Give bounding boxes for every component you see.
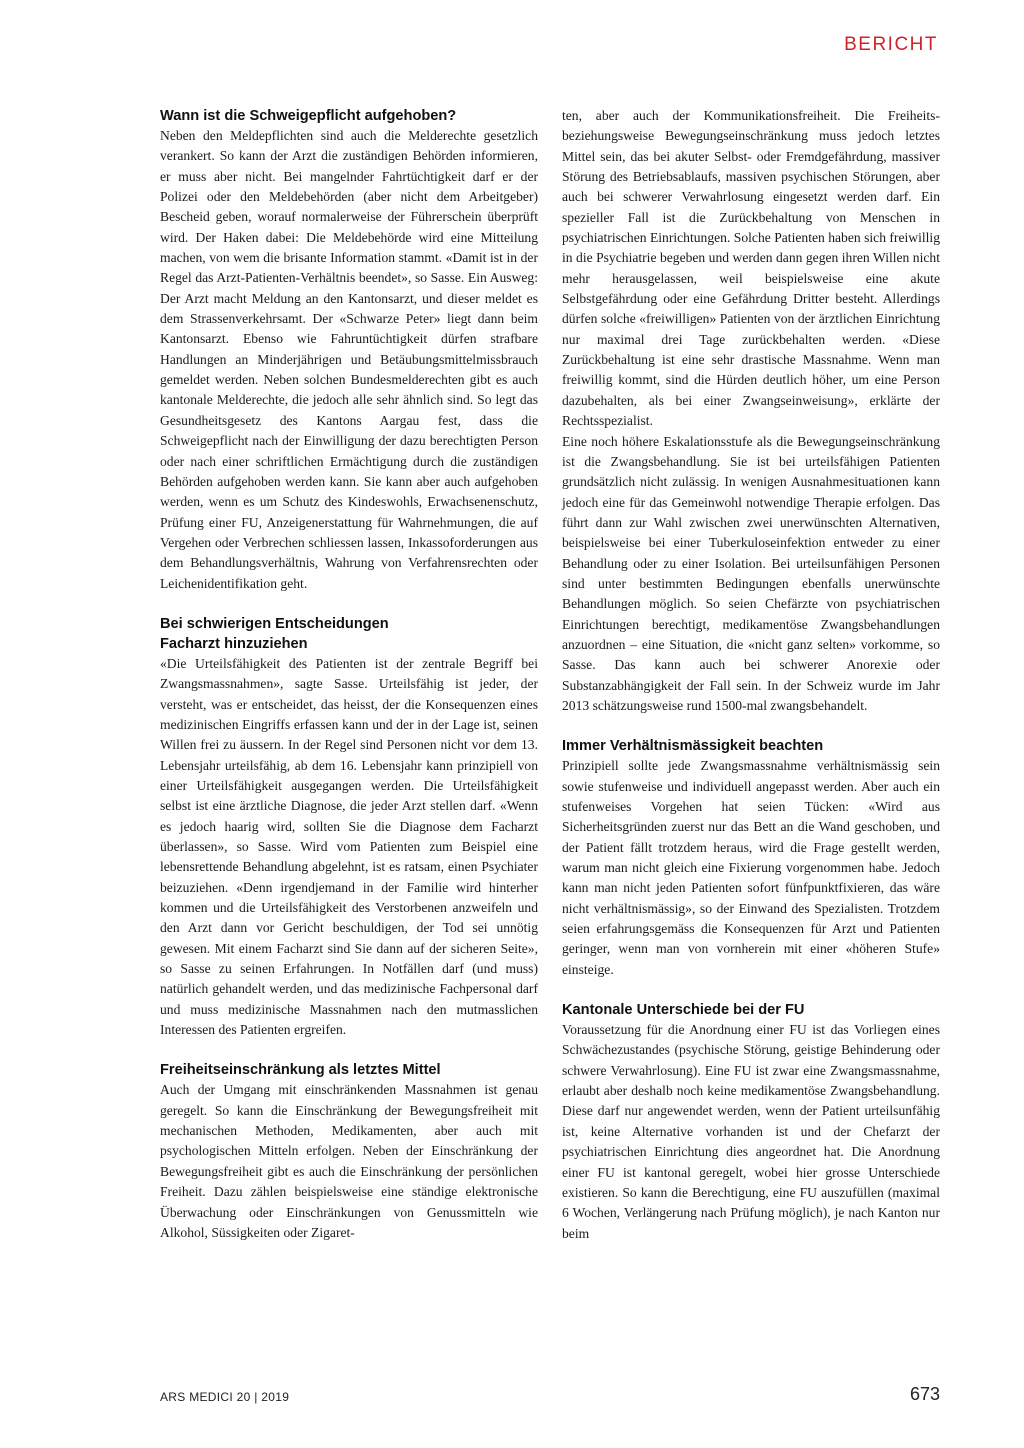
- paragraph: Prinzipiell sollte jede Zwangsmassnahme verhältnismässig sein sowie stufenweise und individuell angepasst werden. Aber auch ein stufenweises Vorgehen hat seien Tücken: «Wird aus Sicherheitsgründen zuerst nur das Bett an die Wand geschoben, und der Patient fällt trotzdem heraus, wird die Frage gestellt werden, warum man nicht gleich eine Fixierung vorgenommen habe. Jedoch kann man nicht jeden Patienten sofort fünfpunktfixieren, das wäre nicht verhältnismässig», so der Einwand des Spezialisten. Trotzdem seien erfahrungsgemäss die Konsequenzen für Arzt und Patienten geringer, wenn man von vornherein mit einer «höheren Stufe» einsteige.: [562, 758, 940, 977]
- heading-line: Bei schwierigen Entscheidungen: [160, 615, 389, 632]
- paragraph: «Die Urteilsfähigkeit des Patienten ist der zentrale Begriff bei Zwangsmassnahmen», sagte Sasse. Urteilsfähig ist jeder, der versteht, was er entscheidet, das heisst, der die Konsequenzen eines medizinischen Eingriffs erfassen kann und der in der Lage ist, seinen Willen frei zu äussern. In der Regel sind Personen nicht vor dem 13. Lebensjahr urteilsfähig, ab dem 16. Lebensjahr kann prinzipiell von einer Urteilsfähigkeit ausgegangen werden. Die Urteilsfähigkeit selbst ist eine ärztliche Diagnose, die jeder Arzt stellen darf. «Wenn es jedoch haarig wird, sollten Sie die Diagnose dem Facharzt überlassen», so Sasse. Wird vom Patienten zum Beispiel eine lebensrettende Behandlung abgelehnt, ist es ratsam, einen Psychiater beizuziehen. «Denn irgendjemand in der Familie wird hinterher kommen und die Urteilsfähigkeit des Verstorbenen anzweifeln und den Arzt dann vor Gericht beschuldigen, der Tod sei unnötig gewesen. Mit einem Facharzt sind Sie dann auf der sicheren Seite», so Sasse zu seinen Erfahrungen. In Notfällen darf (und muss) natürlich gehandelt werden, und das medizinische Fachpersonal darf und muss medizinische Massnahmen nach den mutmasslichen Interessen des Patienten ergreifen.: [160, 655, 538, 1038]
- journal-footer: ARS MEDICI 20 | 2019: [160, 1390, 290, 1404]
- paragraph: Neben den Meldepflichten sind auch die Melderechte gesetzlich verankert. So kann der Arzt die zuständigen Behörden informieren, er muss aber nicht. Bei mangelnder Fahrtüchtigkeit darf er der Polizei oder den Meldebehörden (aber nicht dem Arbeitgeber) Bescheid geben, worauf normalerweise der Führerschein überprüft wird. Der Haken dabei: Die Meldebehörde wird eine Mitteilung machen, von wem die brisante Information stammt. «Damit ist in der Regel das Arzt-Patienten-Verhältnis beendet», so Sasse. Ein Ausweg: Der Arzt macht Meldung an den Kantonsarzt, und dieser meldet es dem Strassenverkehrsamt. Der «Schwarze Peter» liegt dann beim Kantonsarzt. Ebenso wie Fahruntüchtigkeit dürfen strafbare Handlungen an Minderjährigen und Betäubungsmittelmissbrauch gemeldet werden. Neben solchen Bundesmelderechten gibt es auch kantonale Melderechte, die jedoch alle sehr ähnlich sind. So legt das Gesundheitsgesetz des Kantons Aargau fest, dass die Schweigepflicht nach der Einwilligung der dazu berechtigten Person oder nach einer schriftlichen Ermächtigung durch die zuständigen Behörden aufgehoben werden kann. Sie kann aber auch aufgehoben werden, wenn es um Schutz des Kindeswohls, Erwachsenenschutz, Prüfung einer FU, Anzeigenerstattung für Wahrnehmungen, die auf Vergehen oder Verbrechen schliessen lassen, Inkassoforderungen aus dem Behandlungsverhältnis, Wahrung von Verfahrensrechten oder Leichenidentifikation geht.: [160, 128, 538, 591]
- paragraph: Eine noch höhere Eskalationsstufe als die Bewegungseinschränkung ist die Zwangsbehandlung. Sie ist bei urteilsfähigen Patienten grundsätzlich nicht zulässig. In wenigen Ausnahmesituationen kann jedoch eine für das Gemeinwohl notwendige Therapie erfolgen. Das führt dann zur Wahl zwischen zwei unerwünschten Alternativen, beispielsweise bei einer Tuberkuloseinfektion entweder zu einer Behandlung oder zu einer Isolation. Bei urteilsunfähigen Personen sind unter bestimmten Bedingungen ebenfalls unerwünschte Behandlungen möglich. So seien Chefärzte von psychiatrischen Einrichtungen berechtigt, medikamentöse Zwangsbehandlungen anzuordnen – eine Situation, die «nicht ganz selten» vorkomme, so Sasse. Das kann auch bei schwerer Anorexie oder Substanzabhängigkeit der Fall sein. In der Schweiz wurde im Jahr 2013 schätzungsweise rund 1500-mal zwangsbehandelt.: [562, 433, 940, 713]
- heading-schweigepflicht: Wann ist die Schweigepflicht aufgehoben?: [160, 108, 457, 124]
- section-label: BERICHT: [844, 34, 938, 55]
- right-column: [562, 106, 940, 1244]
- left-column: [160, 106, 538, 1243]
- paragraph: Voraussetzung für die Anordnung einer FU ist das Vorliegen eines Schwächezustandes (psychische Störung, geistige Behinderung oder schwere Verwahrlosung). Eine FU ist zwar eine Zwangsmassnahme, erlaubt aber deshalb noch keine medikamentöse Zwangsbehandlung. Diese darf nur angewendet werden, wenn der Patient urteilsunfähig ist, keine Alternative vorhanden ist und der Chefarzt der psychiatrischen Einrichtung dies angeordnet hat. Die Anordnung einer FU ist kantonal geregelt, wobei hier grosse Unterschiede existieren. So kann die Berechtigung, eine FU auszufüllen (maximal 6 Wochen, Verlängerung nach Prüfung möglich), je nach Kanton nur beim: [562, 1022, 940, 1241]
- heading-verhaeltnismaessigkeit: Immer Verhältnismässigkeit beachten: [562, 738, 824, 755]
- heading-entscheidungen: [160, 614, 538, 654]
- paragraph: Auch der Umgang mit einschränkenden Massnahmen ist genau geregelt. So kann die Einschränkung der Bewegungsfreiheit mit mechanischen Methoden, Medikamenten, aber auch mit psychologischen Mitteln erfolgen. Neben der Einschränkung der Bewegungsfreiheit gibt es auch die Einschränkung der persönlichen Freiheit. Dazu zählen beispielsweise eine ständige elektronische Überwachung oder Einschränkungen von Genussmitteln wie Alkohol, Süssigkeiten oder Zigaret-: [160, 1082, 538, 1240]
- heading-line: Facharzt hinzuziehen: [160, 635, 308, 652]
- page-number: 673: [909, 1384, 940, 1404]
- paragraph: ten, aber auch der Kommunikationsfreiheit. Die Freiheits- beziehungsweise Bewegungseinschränkung muss jedoch letztes Mittel sein, das bei akuter Selbst- oder Fremdgefährdung, massiver Störung des Betriebsablaufs, massiven psychischen Störungen, aber auch bei schwerer Verwahrlosung eingesetzt werden darf. Ein spezieller Fall ist die Zurückbehaltung von Menschen in psychiatrischen Einrichtungen. Solche Patienten haben sich freiwillig in die Psychiatrie begeben und werden dann gegen ihren Willen nicht mehr herausgelassen, weil beispielsweise eine akute Selbstgefährdung oder eine Gefährdung Dritter besteht. Allerdings dürfen solche «freiwilligen» Patienten von der ärztlichen Einrichtung nur maximal drei Tage zurückbehalten werden. «Diese Zurückbehaltung ist eine sehr drastische Massnahme. Wenn man freiwillig kommt, sind die Hürden deutlich höher, um eine Person dazubehalten, als bei einer Zwangseinweisung», erklärte der Rechtsspezialist.: [562, 108, 940, 429]
- heading-kantonale-unterschiede: Kantonale Unterschiede bei der FU: [562, 1002, 805, 1019]
- heading-freiheitseinschraenkung: Freiheitseinschränkung als letztes Mittel: [160, 1062, 441, 1079]
